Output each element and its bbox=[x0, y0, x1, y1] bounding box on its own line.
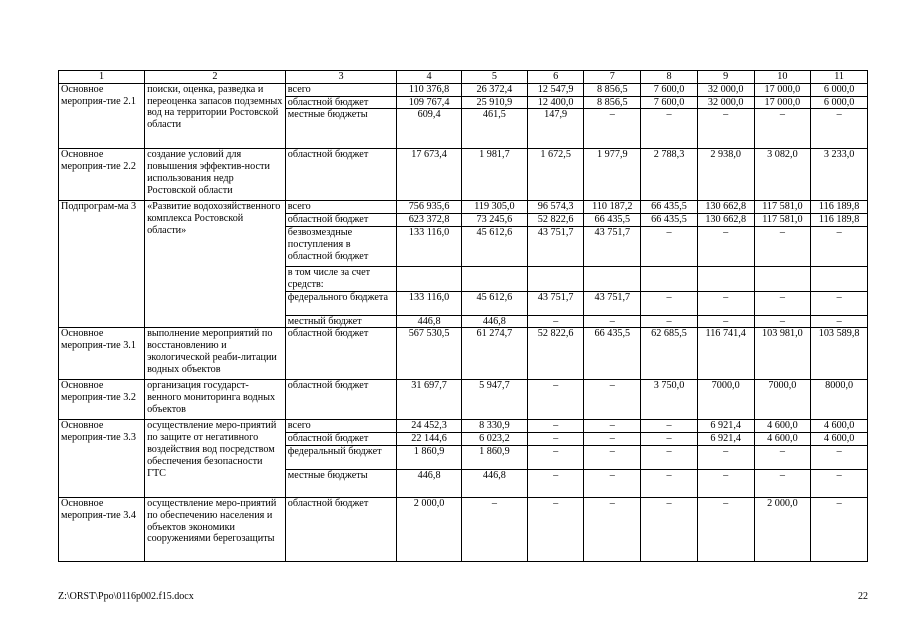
funding-source-cell: всего bbox=[285, 201, 396, 214]
amount-cell: – bbox=[641, 433, 698, 446]
amount-cell: 8000,0 bbox=[811, 380, 868, 420]
event-description-cell: организация государст-венного мониторинга водных объектов bbox=[145, 380, 286, 420]
header-row bbox=[59, 71, 868, 84]
amount-cell: 116 189,8 bbox=[811, 214, 868, 227]
event-name-cell: Основное мероприя-тие 2.2 bbox=[59, 149, 145, 201]
amount-cell: – bbox=[584, 445, 641, 469]
funding-source-cell: местный бюджет bbox=[285, 315, 396, 328]
amount-cell: 6 000,0 bbox=[811, 83, 868, 96]
budget-table bbox=[58, 70, 868, 562]
amount-cell: 17 000,0 bbox=[754, 83, 811, 96]
amount-cell: 12 400,0 bbox=[527, 96, 584, 109]
header-cell: 10 bbox=[754, 71, 811, 84]
amount-cell: 567 530,5 bbox=[397, 328, 462, 380]
amount-cell: – bbox=[754, 315, 811, 328]
amount-cell: – bbox=[461, 497, 527, 561]
amount-cell: 31 697,7 bbox=[397, 380, 462, 420]
amount-cell: 1 860,9 bbox=[397, 445, 462, 469]
amount-cell: 1 672,5 bbox=[527, 149, 584, 201]
amount-cell: 609,4 bbox=[397, 109, 462, 149]
amount-cell: – bbox=[584, 433, 641, 446]
amount-cell: 12 547,9 bbox=[527, 83, 584, 96]
file-path: Z:\ORST\Ppo\0116p002.f15.docx bbox=[58, 591, 194, 602]
funding-source-cell: областной бюджет bbox=[285, 433, 396, 446]
amount-cell: 119 305,0 bbox=[461, 201, 527, 214]
amount-cell: 61 274,7 bbox=[461, 328, 527, 380]
amount-cell: – bbox=[811, 445, 868, 469]
amount-cell: – bbox=[811, 291, 868, 315]
table-body bbox=[59, 71, 868, 562]
amount-cell: 6 921,4 bbox=[697, 433, 754, 446]
funding-source-cell: всего bbox=[285, 420, 396, 433]
amount-cell: 24 452,3 bbox=[397, 420, 462, 433]
table-row bbox=[59, 201, 868, 214]
amount-cell: – bbox=[697, 226, 754, 266]
amount-cell: 73 245,6 bbox=[461, 214, 527, 227]
amount-cell: – bbox=[697, 497, 754, 561]
amount-cell: 1 981,7 bbox=[461, 149, 527, 201]
amount-cell: 6 023,2 bbox=[461, 433, 527, 446]
amount-cell: 6 921,4 bbox=[697, 420, 754, 433]
amount-cell: – bbox=[584, 420, 641, 433]
amount-cell: 110 187,2 bbox=[584, 201, 641, 214]
amount-cell bbox=[697, 266, 754, 291]
amount-cell: – bbox=[641, 315, 698, 328]
amount-cell: – bbox=[641, 291, 698, 315]
amount-cell: 103 981,0 bbox=[754, 328, 811, 380]
amount-cell: 2 788,3 bbox=[641, 149, 698, 201]
amount-cell bbox=[397, 266, 462, 291]
event-description-cell: «Развитие водохозяйственного комплекса Ростовской области» bbox=[145, 201, 286, 328]
funding-source-cell: областной бюджет bbox=[285, 328, 396, 380]
amount-cell: 461,5 bbox=[461, 109, 527, 149]
amount-cell: 96 574,3 bbox=[527, 201, 584, 214]
amount-cell: 2 000,0 bbox=[754, 497, 811, 561]
amount-cell: 756 935,6 bbox=[397, 201, 462, 214]
amount-cell: 110 376,8 bbox=[397, 83, 462, 96]
amount-cell: 43 751,7 bbox=[527, 226, 584, 266]
event-name-cell: Основное мероприя-тие 3.2 bbox=[59, 380, 145, 420]
amount-cell: – bbox=[754, 226, 811, 266]
amount-cell: 1 860,9 bbox=[461, 445, 527, 469]
amount-cell: 45 612,6 bbox=[461, 291, 527, 315]
amount-cell: 5 947,7 bbox=[461, 380, 527, 420]
amount-cell: 4 600,0 bbox=[811, 433, 868, 446]
amount-cell: – bbox=[527, 315, 584, 328]
table-row bbox=[59, 420, 868, 433]
header-cell: 5 bbox=[461, 71, 527, 84]
header-cell: 4 bbox=[397, 71, 462, 84]
amount-cell: – bbox=[527, 420, 584, 433]
amount-cell: – bbox=[811, 497, 868, 561]
header-cell: 1 bbox=[59, 71, 145, 84]
funding-source-cell: федерального бюджета bbox=[285, 291, 396, 315]
amount-cell: 43 751,7 bbox=[584, 226, 641, 266]
table-row bbox=[59, 149, 868, 201]
event-name-cell: Подпрограм-ма 3 bbox=[59, 201, 145, 328]
amount-cell: – bbox=[584, 109, 641, 149]
amount-cell: 446,8 bbox=[461, 315, 527, 328]
table-row bbox=[59, 380, 868, 420]
funding-source-cell: областной бюджет bbox=[285, 96, 396, 109]
amount-cell: – bbox=[697, 291, 754, 315]
amount-cell bbox=[461, 266, 527, 291]
amount-cell: 17 673,4 bbox=[397, 149, 462, 201]
funding-source-cell: всего bbox=[285, 83, 396, 96]
amount-cell: 2 000,0 bbox=[397, 497, 462, 561]
amount-cell: – bbox=[754, 109, 811, 149]
amount-cell: 7000,0 bbox=[697, 380, 754, 420]
amount-cell: 623 372,8 bbox=[397, 214, 462, 227]
amount-cell: 3 233,0 bbox=[811, 149, 868, 201]
amount-cell: 52 822,6 bbox=[527, 328, 584, 380]
header-cell: 11 bbox=[811, 71, 868, 84]
amount-cell: 1 977,9 bbox=[584, 149, 641, 201]
amount-cell: 32 000,0 bbox=[697, 83, 754, 96]
amount-cell: 7000,0 bbox=[754, 380, 811, 420]
amount-cell: 133 116,0 bbox=[397, 226, 462, 266]
funding-source-cell: областной бюджет bbox=[285, 149, 396, 201]
amount-cell: 6 000,0 bbox=[811, 96, 868, 109]
funding-source-cell: безвозмездные поступления в областной бюджет bbox=[285, 226, 396, 266]
amount-cell: – bbox=[527, 497, 584, 561]
amount-cell: 130 662,8 bbox=[697, 201, 754, 214]
event-description-cell: выполнение мероприятий по восстановлению и экологической реаби-литации водных объектов bbox=[145, 328, 286, 380]
amount-cell: – bbox=[641, 226, 698, 266]
amount-cell: – bbox=[584, 469, 641, 497]
amount-cell: 43 751,7 bbox=[527, 291, 584, 315]
amount-cell: 52 822,6 bbox=[527, 214, 584, 227]
header-cell: 3 bbox=[285, 71, 396, 84]
event-description-cell: осуществление меро-приятий по защите от негативного воздействия вод посредством обеспечения безопасности ГТС bbox=[145, 420, 286, 498]
amount-cell: 7 600,0 bbox=[641, 83, 698, 96]
amount-cell: 8 856,5 bbox=[584, 83, 641, 96]
amount-cell: 32 000,0 bbox=[697, 96, 754, 109]
amount-cell: 3 750,0 bbox=[641, 380, 698, 420]
amount-cell: 66 435,5 bbox=[641, 201, 698, 214]
event-description-cell: поиски, оценка, разведка и переоценка запасов подземных вод на территории Ростовской области bbox=[145, 83, 286, 149]
funding-source-cell: областной бюджет bbox=[285, 380, 396, 420]
funding-source-cell: в том числе за счет средств: bbox=[285, 266, 396, 291]
header-cell: 6 bbox=[527, 71, 584, 84]
funding-source-cell: местные бюджеты bbox=[285, 469, 396, 497]
amount-cell: 43 751,7 bbox=[584, 291, 641, 315]
amount-cell bbox=[754, 266, 811, 291]
amount-cell bbox=[584, 266, 641, 291]
amount-cell: 130 662,8 bbox=[697, 214, 754, 227]
table-row bbox=[59, 497, 868, 561]
amount-cell: 26 372,4 bbox=[461, 83, 527, 96]
amount-cell: – bbox=[527, 433, 584, 446]
amount-cell: 446,8 bbox=[397, 469, 462, 497]
amount-cell: 22 144,6 bbox=[397, 433, 462, 446]
event-name-cell: Основное мероприя-тие 2.1 bbox=[59, 83, 145, 149]
header-cell: 8 bbox=[641, 71, 698, 84]
table-row bbox=[59, 328, 868, 380]
amount-cell: 66 435,5 bbox=[584, 214, 641, 227]
amount-cell: 62 685,5 bbox=[641, 328, 698, 380]
amount-cell: 133 116,0 bbox=[397, 291, 462, 315]
amount-cell: 4 600,0 bbox=[811, 420, 868, 433]
amount-cell: – bbox=[641, 420, 698, 433]
amount-cell: – bbox=[584, 497, 641, 561]
amount-cell: 117 581,0 bbox=[754, 201, 811, 214]
amount-cell: 8 856,5 bbox=[584, 96, 641, 109]
amount-cell: 66 435,5 bbox=[641, 214, 698, 227]
amount-cell: 117 581,0 bbox=[754, 214, 811, 227]
amount-cell: – bbox=[641, 497, 698, 561]
amount-cell: 2 938,0 bbox=[697, 149, 754, 201]
amount-cell: 25 910,9 bbox=[461, 96, 527, 109]
amount-cell: – bbox=[641, 469, 698, 497]
amount-cell bbox=[641, 266, 698, 291]
amount-cell: 147,9 bbox=[527, 109, 584, 149]
amount-cell: – bbox=[641, 109, 698, 149]
page-number: 22 bbox=[858, 591, 868, 602]
event-description-cell: осуществление меро-приятий по обеспечению населения и объектов экономики сооружениями берегозащиты bbox=[145, 497, 286, 561]
amount-cell: 446,8 bbox=[397, 315, 462, 328]
amount-cell: – bbox=[697, 445, 754, 469]
amount-cell: 66 435,5 bbox=[584, 328, 641, 380]
amount-cell: 8 330,9 bbox=[461, 420, 527, 433]
table-row bbox=[59, 83, 868, 96]
header-cell: 2 bbox=[145, 71, 286, 84]
amount-cell: – bbox=[527, 469, 584, 497]
amount-cell: 45 612,6 bbox=[461, 226, 527, 266]
amount-cell bbox=[811, 266, 868, 291]
header-cell: 7 bbox=[584, 71, 641, 84]
amount-cell: 7 600,0 bbox=[641, 96, 698, 109]
event-name-cell: Основное мероприя-тие 3.3 bbox=[59, 420, 145, 498]
amount-cell: – bbox=[697, 469, 754, 497]
amount-cell: 116 189,8 bbox=[811, 201, 868, 214]
amount-cell: 4 600,0 bbox=[754, 433, 811, 446]
event-name-cell: Основное мероприя-тие 3.1 bbox=[59, 328, 145, 380]
funding-source-cell: областной бюджет bbox=[285, 214, 396, 227]
amount-cell: – bbox=[584, 380, 641, 420]
amount-cell: – bbox=[641, 445, 698, 469]
amount-cell: – bbox=[754, 445, 811, 469]
funding-source-cell: федеральный бюджет bbox=[285, 445, 396, 469]
amount-cell: 103 589,8 bbox=[811, 328, 868, 380]
amount-cell: 3 082,0 bbox=[754, 149, 811, 201]
amount-cell: 17 000,0 bbox=[754, 96, 811, 109]
funding-source-cell: областной бюджет bbox=[285, 497, 396, 561]
amount-cell: – bbox=[697, 315, 754, 328]
amount-cell: – bbox=[811, 315, 868, 328]
funding-source-cell: местные бюджеты bbox=[285, 109, 396, 149]
amount-cell: 446,8 bbox=[461, 469, 527, 497]
amount-cell: – bbox=[527, 380, 584, 420]
amount-cell: 116 741,4 bbox=[697, 328, 754, 380]
amount-cell: – bbox=[811, 469, 868, 497]
amount-cell: – bbox=[811, 226, 868, 266]
amount-cell: – bbox=[754, 469, 811, 497]
amount-cell: 109 767,4 bbox=[397, 96, 462, 109]
amount-cell: – bbox=[584, 315, 641, 328]
amount-cell: – bbox=[754, 291, 811, 315]
amount-cell: 4 600,0 bbox=[754, 420, 811, 433]
amount-cell: – bbox=[527, 445, 584, 469]
event-description-cell: создание условий для повышения эффектив-ности использования недр Ростовской области bbox=[145, 149, 286, 201]
amount-cell: – bbox=[811, 109, 868, 149]
amount-cell: – bbox=[697, 109, 754, 149]
header-cell: 9 bbox=[697, 71, 754, 84]
amount-cell bbox=[527, 266, 584, 291]
event-name-cell: Основное мероприя-тие 3.4 bbox=[59, 497, 145, 561]
